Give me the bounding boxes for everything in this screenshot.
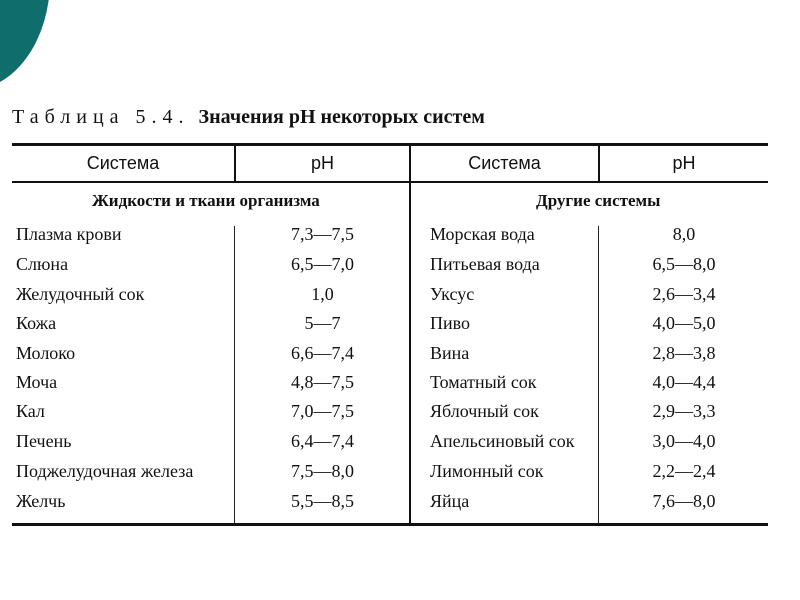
row-name: Поджелудочная железа bbox=[16, 461, 194, 481]
header-ph-left: pH bbox=[310, 153, 334, 173]
row-ph: 5—7 bbox=[304, 313, 341, 333]
row-name: Яблочный сок bbox=[430, 401, 539, 421]
table-bottom-rule bbox=[12, 523, 768, 526]
row-name: Желудочный сок bbox=[16, 284, 145, 304]
row-ph: 4,8—7,5 bbox=[291, 372, 354, 392]
section-left-title: Жидкости и ткани организма bbox=[92, 191, 320, 210]
row-name: Уксус bbox=[430, 284, 475, 304]
row-ph: 7,6—8,0 bbox=[652, 491, 716, 511]
row-ph: 6,6—7,4 bbox=[291, 343, 354, 363]
row-ph: 1,0 bbox=[311, 284, 334, 304]
row-name: Пиво bbox=[430, 313, 471, 333]
row-ph: 6,5—8,0 bbox=[652, 254, 716, 274]
row-ph: 2,6—3,4 bbox=[652, 284, 716, 304]
row-name: Вина bbox=[430, 343, 470, 363]
header-system-left: Система bbox=[86, 153, 160, 173]
row-ph: 8,0 bbox=[672, 224, 696, 244]
row-ph: 3,0—4,0 bbox=[652, 431, 716, 451]
header-system-right: Система bbox=[468, 153, 541, 173]
table-header-rule bbox=[12, 181, 768, 183]
row-ph: 6,5—7,0 bbox=[291, 254, 354, 274]
table-center-divider bbox=[409, 146, 411, 523]
row-name: Морская вода bbox=[430, 224, 535, 244]
section-right-title: Другие системы bbox=[536, 191, 661, 210]
row-name: Печень bbox=[16, 431, 72, 451]
row-name: Яйца bbox=[430, 491, 470, 511]
row-name: Слюна bbox=[16, 254, 69, 274]
corner-decoration bbox=[0, 0, 50, 90]
row-name: Кал bbox=[16, 401, 45, 421]
row-ph: 5,5—8,5 bbox=[291, 491, 354, 511]
row-ph: 7,0—7,5 bbox=[291, 401, 354, 421]
row-name: Моча bbox=[16, 372, 58, 392]
row-name: Томатный сок bbox=[430, 372, 537, 392]
body-divider-right bbox=[598, 226, 599, 523]
table-number: Таблица 5.4. bbox=[12, 106, 190, 128]
row-ph: 7,3—7,5 bbox=[291, 224, 354, 244]
body-divider-left bbox=[234, 226, 235, 523]
row-ph: 7,5—8,0 bbox=[291, 461, 354, 481]
row-ph: 4,0—4,4 bbox=[652, 372, 716, 392]
row-ph: 4,0—5,0 bbox=[652, 313, 716, 333]
row-name: Апельсиновый сок bbox=[430, 431, 575, 451]
header-ph-right: pH bbox=[672, 153, 696, 173]
row-name: Плазма крови bbox=[16, 224, 122, 244]
row-name: Кожа bbox=[16, 313, 57, 333]
table-title: Значения pH некоторых систем bbox=[198, 106, 485, 128]
row-name: Молоко bbox=[16, 343, 76, 363]
row-ph: 2,9—3,3 bbox=[652, 401, 716, 421]
row-ph: 2,8—3,8 bbox=[652, 343, 716, 363]
table-caption bbox=[12, 106, 485, 129]
row-name: Желчь bbox=[16, 491, 66, 511]
row-name: Питьевая вода bbox=[430, 254, 540, 274]
row-ph: 6,4—7,4 bbox=[291, 431, 354, 451]
row-ph: 2,2—2,4 bbox=[652, 461, 716, 481]
row-name: Лимонный сок bbox=[430, 461, 544, 481]
